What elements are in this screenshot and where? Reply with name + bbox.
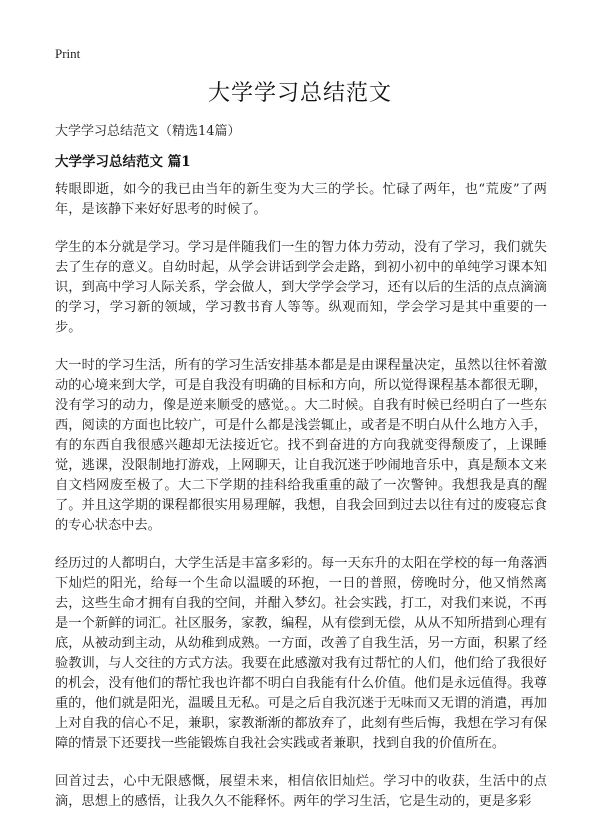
paragraph-5: 回首过去，心中无限感慨，展望未来，相信依旧灿烂。学习中的收获，生活中的点滴，思想上的感悟，让我久久不能释怀。两年的学习生活，它是生动的，更是多彩 — [55, 774, 547, 809]
paragraph-1: 转眼即逝，如今的我已由当年的新生变为大三的学长。忙碌了两年，也“荒废”了两年，是该静下来好好思考的时候了。 — [55, 182, 547, 217]
document-subtitle: 大学学习总结范文（精选14篇） — [55, 124, 241, 139]
article-body — [55, 180, 547, 828]
paragraph-4: 经历过的人都明白，大学生活是丰富多彩的。每一天东升的太阳在学校的每一角落洒下灿烂的阳光，给每一个生命以温暖的环抱，一日的普照，傍晚时分，他又悄然离去，这些生命才拥有自我的空间，并酣入梦幻。社会实践，打工，对我们来说，不再是一个新鲜的词汇。社区服务，家教，编程，从有偿到无偿，从从不知所措到心理有底，从被动到主动，从幼稚到成熟。一方面，改善了自我生活，另一方面，积累了经验教训，与人交往的方式方法。我要在此感激对我有过帮忙的人们，他们给了我很好的机会，没有他们的帮忙我也许都不明白自我能有什么价值。他们是永远值得。我尊重的，他们就是阳光，温暖且无私。可是之后自我沉迷于无味而又无谓的消遣，再加上对自我的信心不足，兼职，家教渐渐的都放弃了，此刻有些后悔，我想在学习有保障的情景下还要找一些能锻炼自我社会实践或者兼职，找到自我的价值所在。 — [55, 556, 547, 751]
section-heading: 大学学习总结范文 篇1 — [55, 154, 191, 170]
print-link[interactable]: Print — [55, 46, 81, 61]
page-title: 大学学习总结范文 — [207, 81, 392, 106]
paragraph-3: 大一时的学习生活，所有的学习生活安排基本都是是由课程量决定，虽然以往怀着激动的心境来到大学，可是自我没有明确的目标和方向，所以觉得课程基本都很无聊，没有学习的动力，像是逆来顺受的感觉。。大二时候。自我有时候已经明白了一些东西，阅读的方面也比较广，可是什么都是浅尝辄止，或者是不明白从什么地方入手，有的东西自我很感兴趣却无法接近它。找不到奋进的方向我就变得颓废了，上课睡觉，逃课，没限制地打游戏，上网聊天，让自我沉迷于吵闹地音乐中，真是颓本文来自文档网废至极了。大二下学期的挂科给我重重的敲了一次警钟。我想我是真的醒了。并且这学期的课程都很实用易理解，我想，自我会回到过去以往有过的废寝忘食的专心状态中去。 — [55, 358, 547, 533]
paragraph-2: 学生的本分就是学习。学习是伴随我们一生的智力体力劳动，没有了学习，我们就失去了生存的意义。自幼时起，从学会讲话到学会走路，到初小初中的单纯学习课本知识，到高中学习人际关系，学会做人，到大学学会学习，还有以后的生活的点点滴滴的学习，学习新的领域，学习教书育人等等。纵观而知，学会学习是其中重要的一步。 — [55, 240, 547, 335]
